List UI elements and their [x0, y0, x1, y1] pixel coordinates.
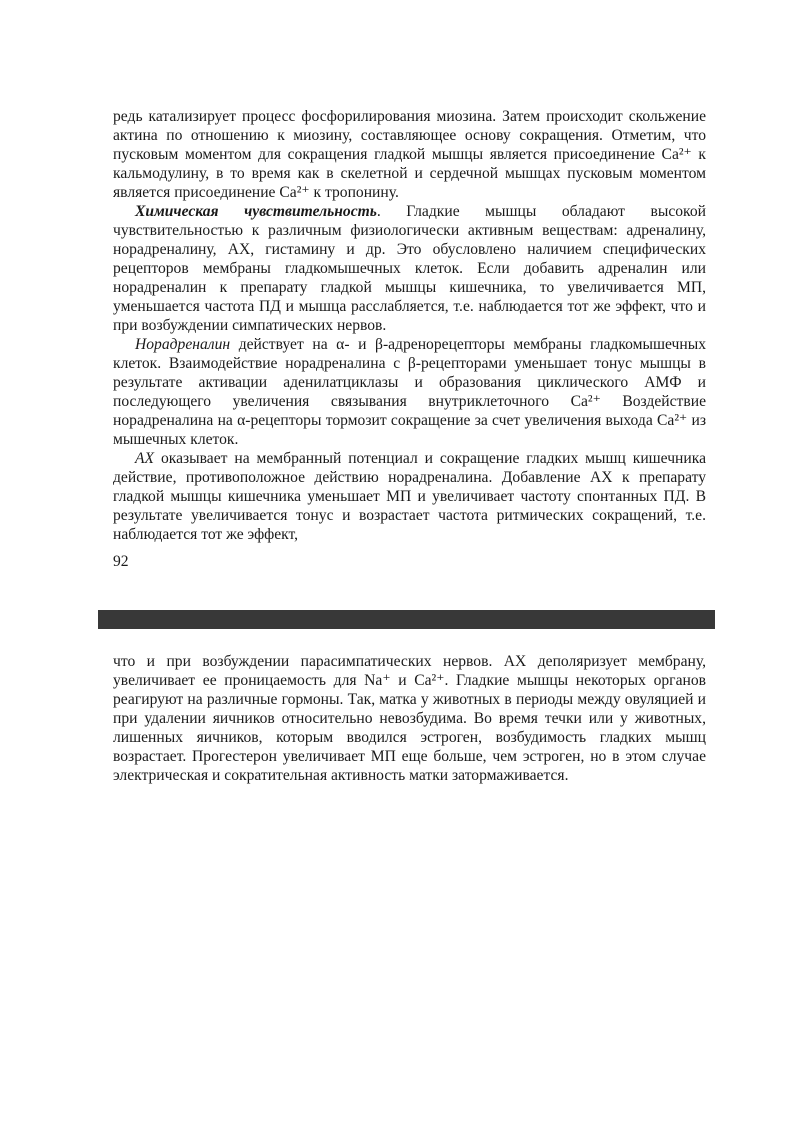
paragraph-continuation: что и при возбуждении парасимпатических нервов. АХ деполяризует мембрану, увеличивает ее проницаемость для Na⁺ и Ca²⁺. Гладкие мышцы некоторых органов реагируют на различные гормоны. Так, матка у животных в периоды между овуляцией и при удалении яичников относительно невозбудима. Во время течки или у животных, лишенных яичников, которым вводился эстроген, возбудимость гладких мышц возрастает. Прогестерон увеличивает МП еще больше, чем эстроген, но в этом случае электрическая и сократительная активность матки затормаживается. [113, 653, 706, 784]
paragraph-heading: Норадреналин [135, 336, 231, 353]
paragraph-heading: Химическая чувствительность [135, 203, 377, 220]
paragraph-body: оказывает на мембранный потенциал и сокращение гладких мышц кишечника действие, противоположное действию норадреналина. Добавление АХ к препарату гладкой мышцы кишечника уменьшает МП и увеличивает частоту спонтанных ПД. В результате увеличивается тонус и возрастает частота ритмических сокращений, т.е. наблюдается тот же эффект, [113, 450, 706, 543]
paragraph-body: действует на α- и β-адренорецепторы мембраны гладкомышечных клеток. Взаимодействие норадреналина с β-рецепторами уменьшает тонус мышцы в результате активации аденилатциклазы и образования циклического АМФ и последующего увеличения связывания внутриклеточного Ca²⁺ Воздействие норадреналина на α-рецепторы тормозит сокращение за счет увеличения выхода Ca²⁺ из мышечных клеток. [113, 336, 706, 448]
paragraph-heading: АХ [135, 450, 155, 467]
paragraph-acetylcholine [113, 449, 706, 544]
page-divider-bar [98, 610, 715, 629]
paragraph-body: . Гладкие мышцы обладают высокой чувствительностью к различным физиологически активным веществам: адреналину, норадреналину, АХ, гистамину и др. Это обусловлено наличием специфических рецепторов мембраны гладкомышечных клеток. Если добавить адреналин или норадреналин к препарату гладкой мышцы кишечника, то увеличивается МП, уменьшается частота ПД и мышца расслабляется, т.е. наблюдается тот же эффект, что и при возбуждении симпатических нервов. [113, 203, 706, 334]
paragraph-chemical-sensitivity [113, 202, 706, 335]
page-number: 92 [113, 553, 129, 570]
paragraph-continuation: редь катализирует процесс фосфорилирования миозина. Затем происходит скольжение актина по отношению к миозину, составляющее основу сокращения. Отметим, что пусковым моментом для сокращения гладкой мышцы является присоединение Ca²⁺ к кальмодулину, в то время как в скелетной и сердечной мышцах пусковым моментом является присоединение Ca²⁺ к тропонину. [113, 108, 706, 201]
paragraph-noradrenaline [113, 335, 706, 449]
page-top-text [113, 107, 706, 544]
page-bottom-text [113, 652, 706, 785]
